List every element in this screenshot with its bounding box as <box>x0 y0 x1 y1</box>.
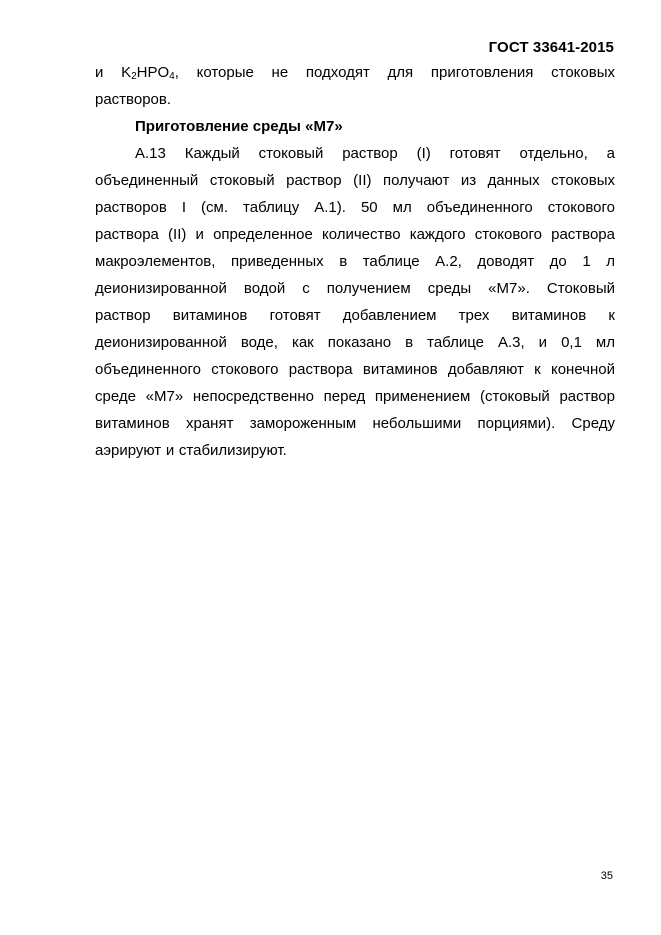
paragraph-line: раствора (II) и определенное количество каждого стокового раствора <box>95 226 615 243</box>
paragraph-line: раствор витаминов готовят добавлением трех витаминов к <box>95 307 615 324</box>
page-number: 35 <box>600 870 613 882</box>
continuation-line-1-rest: , которые не подходят для приготовления стоковых <box>174 64 615 81</box>
formula-prefix: и K <box>95 64 132 81</box>
paragraph-line: макроэлементов, приведенных в таблице А.2, доводят до 1 л <box>95 253 615 270</box>
document-code-header: ГОСТ 33641-2015 <box>488 39 614 56</box>
paragraph-line: А.13 Каждый стоковый раствор (I) готовят отдельно, а <box>135 145 615 162</box>
paragraph-line: аэрируют и стабилизируют. <box>95 442 287 459</box>
continuation-line-1 <box>95 59 615 86</box>
section-paragraph <box>95 140 615 464</box>
paragraph-line: объединенный стоковый раствор (II) получают из данных стоковых <box>95 172 615 189</box>
formula-mid: HPO <box>136 64 170 81</box>
paragraph-line: деионизированной воде, как показано в таблице А.3, и 0,1 мл <box>95 334 615 351</box>
continuation-text <box>95 59 615 113</box>
paragraph-line: витаминов хранят замороженным небольшими порциями). Среду <box>95 415 615 432</box>
formula-subscript-4: 4 <box>169 71 175 82</box>
paragraph-line: объединенного стокового раствора витаминов добавляют к конечной <box>95 361 615 378</box>
paragraph-line: деионизированной водой с получением среды «M7». Стоковый <box>95 280 615 297</box>
formula-subscript-2: 2 <box>131 71 137 82</box>
paragraph-line: среде «M7» непосредственно перед применением (стоковый раствор <box>95 388 615 405</box>
section-heading: Приготовление среды «M7» <box>135 118 343 135</box>
paragraph-line: растворов I (см. таблицу А.1). 50 мл объединенного стокового <box>95 199 615 216</box>
continuation-line-2: растворов. <box>95 91 172 108</box>
